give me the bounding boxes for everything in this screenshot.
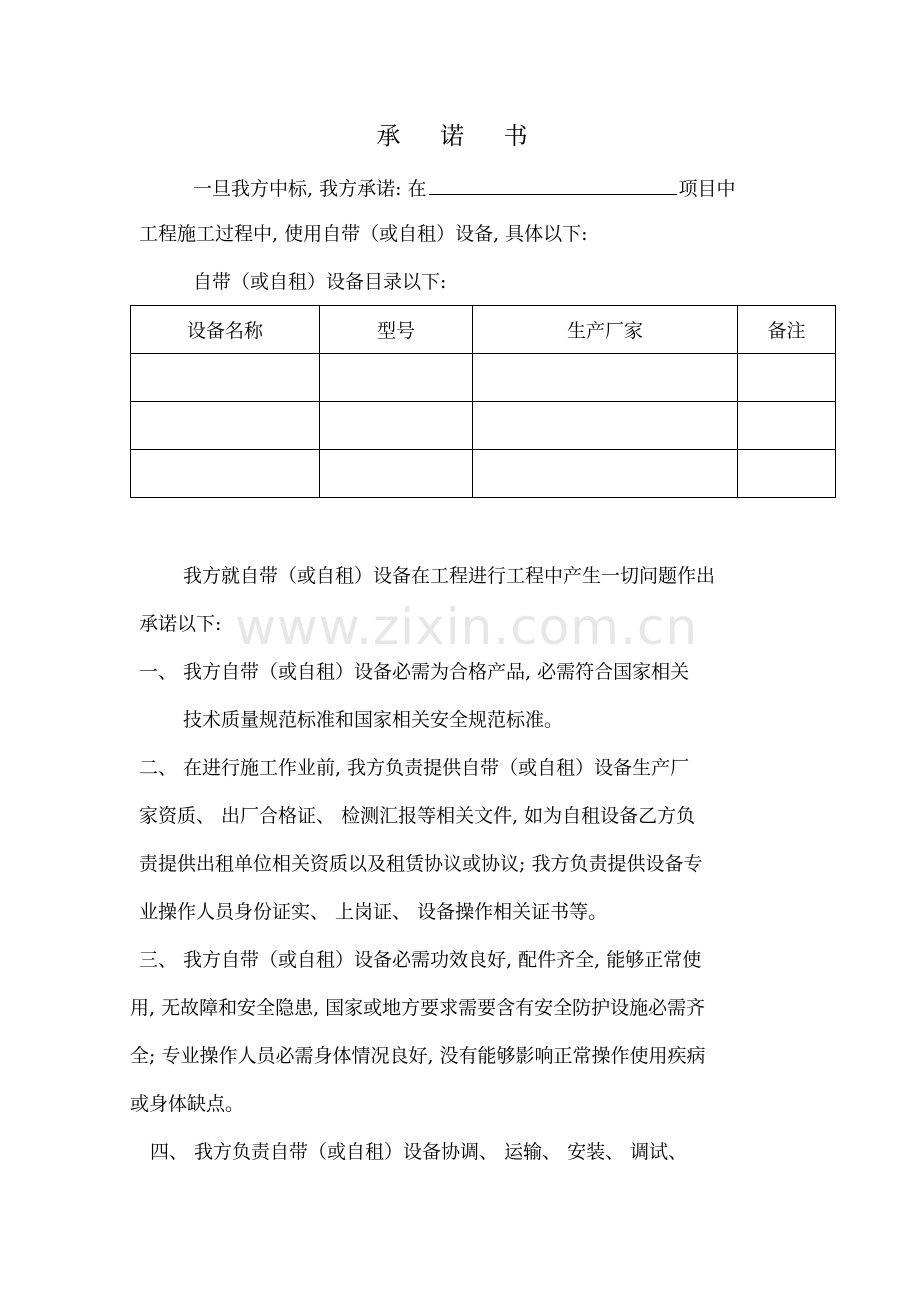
item-3-line-3: 全; 专业操作人员必需身体情况良好, 没有能够影响正常操作使用疾病: [130, 1045, 706, 1067]
table-header-row: [131, 306, 836, 354]
table-row: [131, 450, 836, 498]
watermark: www.zixin.com.cn: [235, 598, 699, 656]
item-3-line-2: 用, 无故障和安全隐患, 国家或地方要求需要含有安全防护设施必需齐: [130, 997, 706, 1019]
table-cell: [131, 450, 320, 498]
table-cell: [131, 402, 320, 450]
item-2-line-2: 家资质、 出厂合格证、 检测汇报等相关文件, 如为自租设备乙方负: [139, 805, 696, 827]
item-2-line-1: 二、 在进行施工作业前, 我方负责提供自带（或自租）设备生产厂: [139, 757, 690, 779]
table-cell: [131, 354, 320, 402]
table-header-cell: 设备名称: [131, 306, 320, 354]
commitment-intro-line-2: 承诺以下:: [139, 613, 222, 635]
table-cell: [738, 450, 836, 498]
table-cell: [738, 402, 836, 450]
document-title: 承 诺 书: [376, 122, 544, 150]
table-row: [131, 402, 836, 450]
table-row: [131, 354, 836, 402]
equipment-table: [130, 305, 836, 498]
table-cell: [473, 354, 738, 402]
commitment-intro-line-1: 我方就自带（或自租）设备在工程进行工程中产生一切问题作出: [183, 565, 716, 587]
item-2-line-4: 业操作人员身份证实、 上岗证、 设备操作相关证书等。: [139, 901, 608, 923]
table-cell: [320, 354, 473, 402]
table-cell: [320, 402, 473, 450]
intro-line-1: [193, 172, 736, 203]
item-1-line-2: 技术质量规范标准和国家相关安全规范标准。: [183, 709, 564, 731]
item-3-line-1: 三、 我方自带（或自租）设备必需功效良好, 配件齐全, 能够正常使: [139, 949, 702, 971]
table-header-cell: 生产厂家: [473, 306, 738, 354]
intro-line-1-pre: 一旦我方中标, 我方承诺: 在: [193, 178, 427, 200]
item-1-line-1: 一、 我方自带（或自租）设备必需为合格产品, 必需符合国家相关: [139, 661, 690, 683]
table-cell: [473, 450, 738, 498]
project-name-blank: [429, 172, 677, 195]
item-4-line-1: 四、 我方负责自带（或自租）设备协调、 运输、 安装、 调试、: [150, 1141, 688, 1163]
item-2-line-3: 责提供出租单位相关资质以及租赁协议或协议; 我方负责提供设备专: [139, 853, 703, 875]
catalog-heading: 自带（或自租）设备目录以下:: [193, 271, 447, 293]
table-cell: [473, 402, 738, 450]
table-header-cell: 型号: [320, 306, 473, 354]
intro-line-1-post: 项目中: [678, 178, 736, 200]
item-3-line-4: 或身体缺点。: [130, 1093, 245, 1115]
intro-line-2: 工程施工过程中, 使用自带（或自租）设备, 具体以下:: [139, 223, 588, 245]
table-cell: [738, 354, 836, 402]
table-header-cell: 备注: [738, 306, 836, 354]
table-cell: [320, 450, 473, 498]
